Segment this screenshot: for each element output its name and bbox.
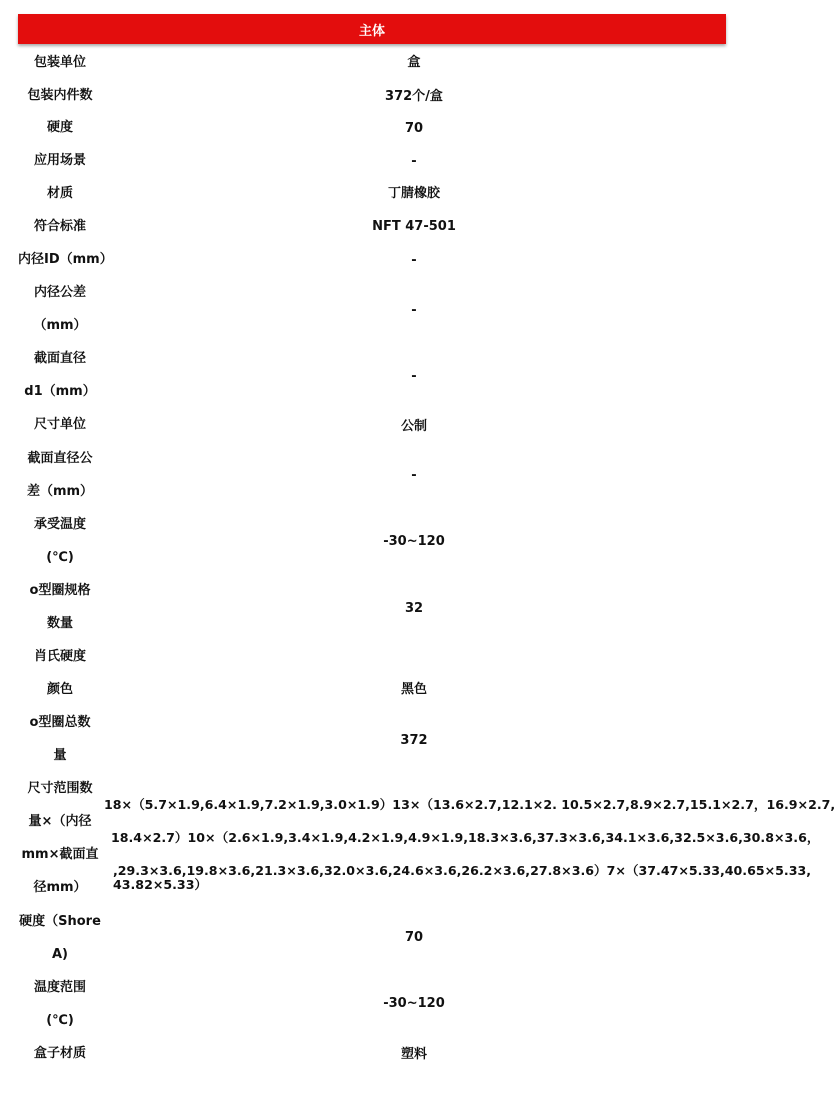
spec-label: 内径ID（mm）	[18, 252, 113, 267]
spec-label: 截面直径公	[27, 451, 93, 466]
spec-value: 70	[404, 930, 424, 945]
spec-label: 量	[53, 748, 67, 763]
spec-label: d1（mm）	[24, 384, 96, 399]
size-range-line: 18×（5.7×1.9,6.4×1.9,7.2×1.9,3.0×1.9）13×（13.6×2.7,12.1×2. 10.5×2.7,8.9×2.7,15.1×2.7，16.9×2.7,	[104, 797, 835, 812]
spec-label: 量×（内径	[28, 814, 92, 829]
spec-value: 盒	[407, 55, 421, 70]
spec-label: (℃)	[46, 1013, 74, 1028]
spec-label: 盒子材质	[33, 1046, 86, 1061]
spec-value: NFT 47-501	[372, 219, 456, 234]
spec-value: -30~120	[383, 534, 445, 549]
size-range-line: ,29.3×3.6,19.8×3.6,21.3×3.6,32.0×3.6,24.6×3.6,26.2×3.6,27.8×3.6）7×（37.47×5.33,40.65×5.33,	[113, 863, 812, 878]
spec-label: 肖氏硬度	[33, 649, 86, 664]
size-range-line: 18.4×2.7）10×（2.6×1.9,3.4×1.9,4.2×1.9,4.9×1.9,18.3×3.6,37.3×3.6,34.1×3.6,32.5×3.6,30.8×3.6，	[111, 830, 820, 845]
size-range-line: 43.82×5.33）	[113, 877, 208, 892]
spec-label: o型圈总数	[29, 715, 91, 730]
spec-value: 公制	[400, 419, 427, 434]
spec-value: 丁腈橡胶	[387, 186, 440, 201]
spec-label: o型圈规格	[29, 583, 91, 598]
spec-label: 差（mm）	[26, 484, 94, 499]
spec-label: 包装单位	[33, 55, 86, 70]
spec-value: -	[411, 303, 417, 318]
spec-label: mm×截面直	[21, 847, 99, 862]
spec-label: 承受温度	[33, 517, 86, 532]
spec-label: 符合标准	[33, 219, 86, 234]
spec-label: 截面直径	[33, 351, 86, 366]
spec-label: 径mm）	[33, 880, 87, 895]
spec-value: -	[411, 468, 417, 483]
spec-value: -	[411, 154, 417, 169]
spec-label: 材质	[46, 186, 73, 201]
spec-label: 温度范围	[33, 980, 86, 995]
spec-label: 内径公差	[33, 285, 86, 300]
spec-label: （mm）	[33, 318, 87, 333]
section-header	[18, 14, 726, 44]
spec-label: 尺寸单位	[33, 417, 86, 432]
spec-value: -	[411, 369, 417, 384]
spec-value: 32	[404, 601, 424, 616]
spec-label: 尺寸范围数	[27, 781, 93, 796]
spec-label: 颜色	[46, 682, 73, 697]
spec-label: (℃)	[46, 550, 74, 565]
spec-value: 372个/盒	[385, 89, 443, 104]
spec-label: 数量	[46, 616, 73, 631]
spec-label: 包装内件数	[27, 88, 93, 103]
spec-value: -30~120	[383, 996, 445, 1011]
spec-value: 372	[400, 733, 428, 748]
spec-value: 70	[404, 121, 424, 136]
spec-value: -	[411, 253, 417, 268]
spec-label: 硬度	[46, 120, 73, 135]
spec-value: 黑色	[400, 682, 427, 697]
section-title: 主体	[358, 23, 385, 39]
spec-label: A)	[51, 947, 68, 962]
spec-label: 硬度（Shore	[19, 914, 101, 929]
spec-value: 塑料	[400, 1047, 427, 1062]
spec-label: 应用场景	[33, 153, 86, 168]
